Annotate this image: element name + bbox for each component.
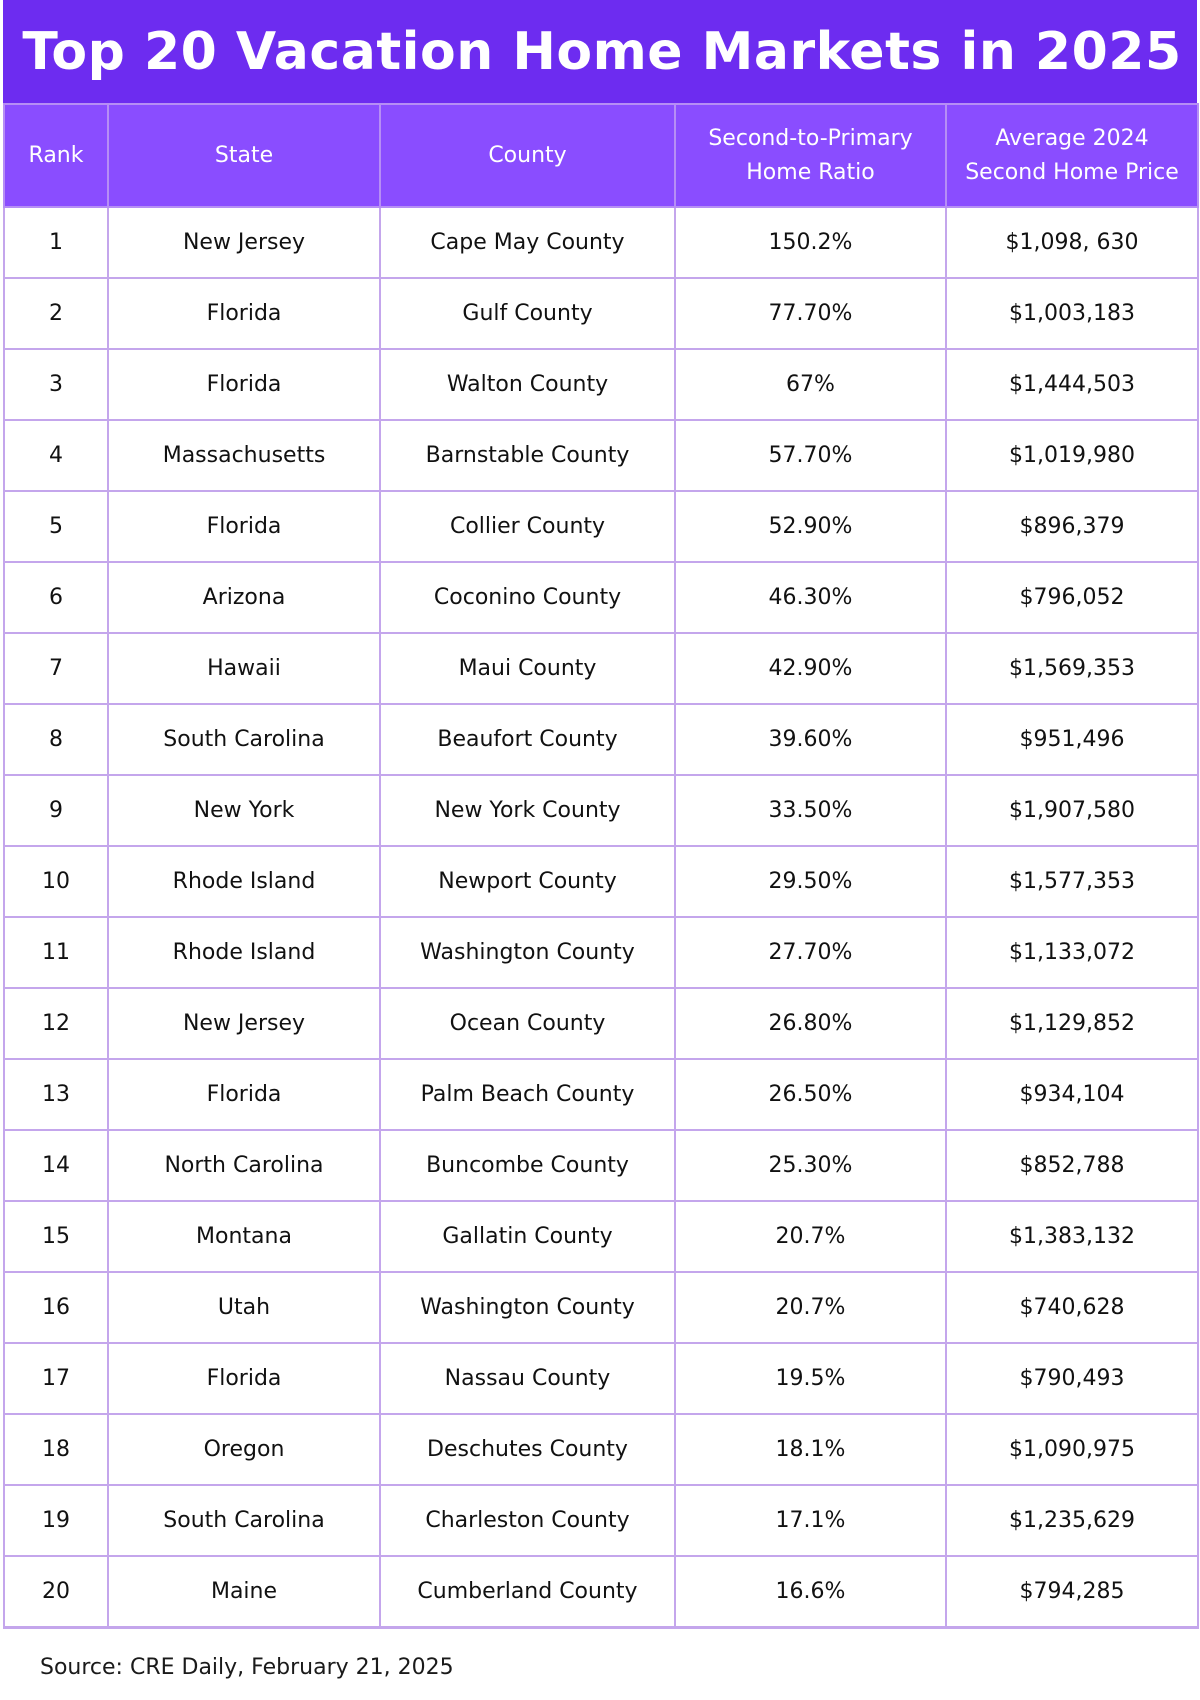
county-cell: Nassau County [380, 1343, 675, 1414]
county-cell: New York County [380, 775, 675, 846]
ratio-cell: 150.2% [675, 207, 946, 278]
state-cell: Oregon [108, 1414, 380, 1485]
rank-cell: 1 [4, 207, 108, 278]
price-cell: $794,285 [946, 1556, 1198, 1627]
header-ratio-line1: Second-to-Primary [708, 125, 913, 151]
ratio-cell: 27.70% [675, 917, 946, 988]
table-row [4, 420, 1198, 491]
price-cell: $1,129,852 [946, 988, 1198, 1059]
price-cell: $1,907,580 [946, 775, 1198, 846]
markets-table [3, 103, 1199, 1629]
ratio-cell: 19.5% [675, 1343, 946, 1414]
header-row [4, 104, 1198, 207]
ratio-cell: 16.6% [675, 1556, 946, 1627]
county-cell: Washington County [380, 917, 675, 988]
county-cell: Charleston County [380, 1485, 675, 1556]
header-ratio-line2: Home Ratio [746, 159, 875, 185]
county-cell: Gallatin County [380, 1201, 675, 1272]
table-row [4, 349, 1198, 420]
ratio-cell: 29.50% [675, 846, 946, 917]
price-cell: $1,577,353 [946, 846, 1198, 917]
ratio-cell: 33.50% [675, 775, 946, 846]
ratio-cell: 42.90% [675, 633, 946, 704]
rank-cell: 8 [4, 704, 108, 775]
price-cell: $951,496 [946, 704, 1198, 775]
table-row [4, 207, 1198, 278]
table-row [4, 775, 1198, 846]
table-row [4, 1201, 1198, 1272]
state-cell: Florida [108, 349, 380, 420]
price-cell: $740,628 [946, 1272, 1198, 1343]
county-cell: Cape May County [380, 207, 675, 278]
table-row [4, 917, 1198, 988]
header-ratio [675, 104, 946, 207]
price-cell: $1,383,132 [946, 1201, 1198, 1272]
rank-cell: 13 [4, 1059, 108, 1130]
ratio-cell: 26.50% [675, 1059, 946, 1130]
ratio-cell: 26.80% [675, 988, 946, 1059]
table-row [4, 633, 1198, 704]
state-cell: Florida [108, 1059, 380, 1130]
header-county: County [380, 104, 675, 207]
price-cell: $796,052 [946, 562, 1198, 633]
price-cell: $896,379 [946, 491, 1198, 562]
ratio-cell: 25.30% [675, 1130, 946, 1201]
state-cell: Montana [108, 1201, 380, 1272]
table-row [4, 1556, 1198, 1627]
table-row [4, 1414, 1198, 1485]
rank-cell: 5 [4, 491, 108, 562]
price-cell: $1,003,183 [946, 278, 1198, 349]
ratio-cell: 57.70% [675, 420, 946, 491]
rank-cell: 10 [4, 846, 108, 917]
header-state: State [108, 104, 380, 207]
price-cell: $790,493 [946, 1343, 1198, 1414]
state-cell: New Jersey [108, 988, 380, 1059]
table-row [4, 1130, 1198, 1201]
header-price-line2: Second Home Price [965, 159, 1179, 185]
state-cell: Utah [108, 1272, 380, 1343]
state-cell: Rhode Island [108, 917, 380, 988]
table-row [4, 1059, 1198, 1130]
state-cell: New Jersey [108, 207, 380, 278]
table-row [4, 704, 1198, 775]
table-row [4, 278, 1198, 349]
state-cell: Florida [108, 491, 380, 562]
table-row [4, 1272, 1198, 1343]
header-price [946, 104, 1198, 207]
rank-cell: 4 [4, 420, 108, 491]
county-cell: Cumberland County [380, 1556, 675, 1627]
rank-cell: 2 [4, 278, 108, 349]
header-rank: Rank [4, 104, 108, 207]
state-cell: Maine [108, 1556, 380, 1627]
price-cell: $934,104 [946, 1059, 1198, 1130]
county-cell: Deschutes County [380, 1414, 675, 1485]
county-cell: Washington County [380, 1272, 675, 1343]
state-cell: Rhode Island [108, 846, 380, 917]
rank-cell: 17 [4, 1343, 108, 1414]
ratio-cell: 17.1% [675, 1485, 946, 1556]
rank-cell: 6 [4, 562, 108, 633]
rank-cell: 7 [4, 633, 108, 704]
county-cell: Gulf County [380, 278, 675, 349]
state-cell: South Carolina [108, 1485, 380, 1556]
county-cell: Coconino County [380, 562, 675, 633]
state-cell: South Carolina [108, 704, 380, 775]
price-cell: $1,569,353 [946, 633, 1198, 704]
county-cell: Newport County [380, 846, 675, 917]
price-cell: $1,444,503 [946, 349, 1198, 420]
state-cell: North Carolina [108, 1130, 380, 1201]
state-cell: Florida [108, 1343, 380, 1414]
county-cell: Palm Beach County [380, 1059, 675, 1130]
table-row [4, 491, 1198, 562]
county-cell: Maui County [380, 633, 675, 704]
rank-cell: 18 [4, 1414, 108, 1485]
ratio-cell: 18.1% [675, 1414, 946, 1485]
table-row [4, 846, 1198, 917]
county-cell: Collier County [380, 491, 675, 562]
ratio-cell: 46.30% [675, 562, 946, 633]
rank-cell: 11 [4, 917, 108, 988]
rank-cell: 12 [4, 988, 108, 1059]
ratio-cell: 39.60% [675, 704, 946, 775]
rank-cell: 16 [4, 1272, 108, 1343]
ratio-cell: 67% [675, 349, 946, 420]
rank-cell: 15 [4, 1201, 108, 1272]
table-body [4, 207, 1198, 1627]
rank-cell: 19 [4, 1485, 108, 1556]
county-cell: Buncombe County [380, 1130, 675, 1201]
state-cell: Arizona [108, 562, 380, 633]
state-cell: New York [108, 775, 380, 846]
state-cell: Massachusetts [108, 420, 380, 491]
county-cell: Walton County [380, 349, 675, 420]
state-cell: Florida [108, 278, 380, 349]
ratio-cell: 77.70% [675, 278, 946, 349]
price-cell: $1,098, 630 [946, 207, 1198, 278]
ratio-cell: 20.7% [675, 1272, 946, 1343]
state-cell: Hawaii [108, 633, 380, 704]
page-title: Top 20 Vacation Home Markets in 2025 [22, 21, 1182, 82]
price-cell: $1,133,072 [946, 917, 1198, 988]
price-cell: $1,090,975 [946, 1414, 1198, 1485]
rank-cell: 9 [4, 775, 108, 846]
rank-cell: 14 [4, 1130, 108, 1201]
rank-cell: 20 [4, 1556, 108, 1627]
county-cell: Ocean County [380, 988, 675, 1059]
table-row [4, 1343, 1198, 1414]
table-row [4, 1485, 1198, 1556]
title-banner [3, 0, 1197, 103]
header-price-line1: Average 2024 [995, 125, 1149, 151]
county-cell: Beaufort County [380, 704, 675, 775]
price-cell: $1,235,629 [946, 1485, 1198, 1556]
table-row [4, 988, 1198, 1059]
source-note: Source: CRE Daily, February 21, 2025 [40, 1655, 454, 1680]
price-cell: $852,788 [946, 1130, 1198, 1201]
price-cell: $1,019,980 [946, 420, 1198, 491]
table-row [4, 562, 1198, 633]
ratio-cell: 20.7% [675, 1201, 946, 1272]
ratio-cell: 52.90% [675, 491, 946, 562]
rank-cell: 3 [4, 349, 108, 420]
county-cell: Barnstable County [380, 420, 675, 491]
